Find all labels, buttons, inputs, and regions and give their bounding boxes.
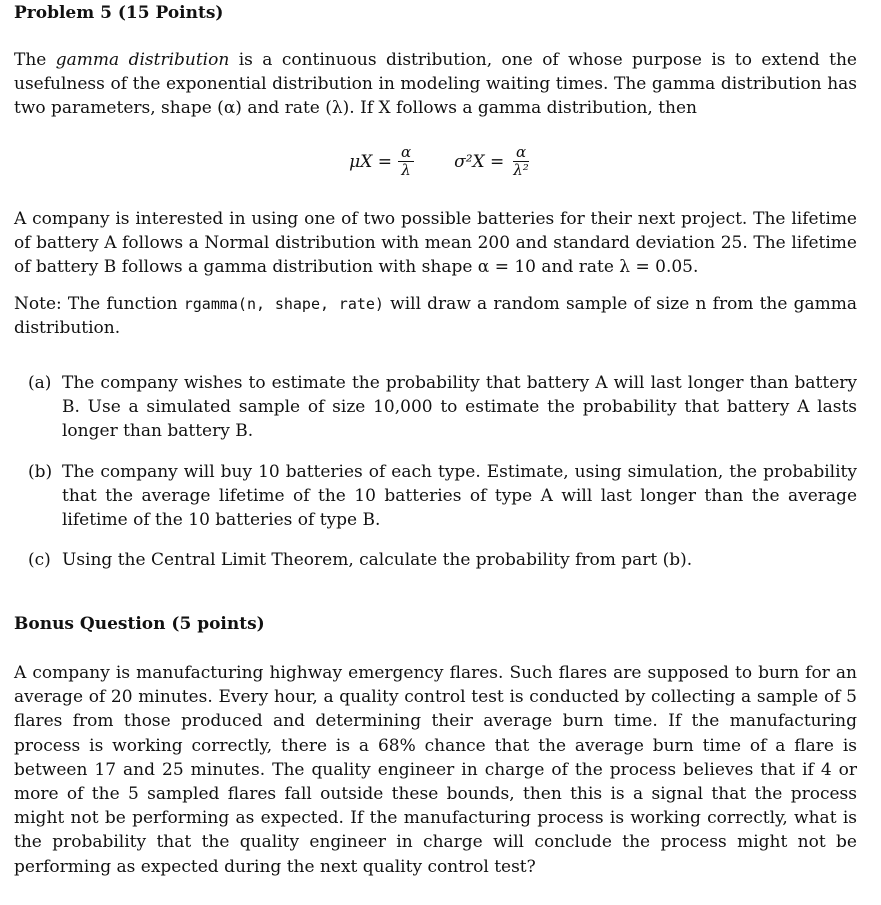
problem-heading: Problem 5 (15 Points) — [14, 3, 224, 23]
battery-paragraph: A company is interested in using one of two possible batteries for their next project. The lifetime of battery A follows a Normal distribution with mean 200 and standard deviation 25. The lifetime of battery B follows a gamma distribution with shape α = 10 and rate λ = 0.05. — [14, 209, 857, 278]
intro-paragraph — [14, 48, 857, 121]
problem-parts — [28, 371, 857, 588]
note-code: rgamma(n, shape, rate) — [183, 295, 384, 313]
mean-fraction — [398, 144, 414, 179]
variance-denominator: λ² — [513, 161, 529, 179]
part-text: Using the Central Limit Theorem, calculate the probability from part (b). — [62, 550, 693, 571]
part-c — [28, 548, 857, 572]
note-text-1: Note: The function — [14, 294, 184, 314]
mean-lhs: μX = — [349, 151, 392, 172]
part-b — [28, 460, 857, 533]
note-text-2: will draw a random sample of size n from the gamma distribution. — [14, 294, 857, 339]
part-label: (c) — [28, 550, 51, 571]
mean-denominator: λ — [401, 161, 411, 179]
gamma-formulas — [0, 144, 881, 179]
bonus-paragraph: A company is manufacturing highway emergency flares. Such flares are supposed to burn for an average of 20 minutes. Every hour, a quality control test is conducted by collecting a sample of 5 flares from those produced and determining their average burn time. If the manufacturing process is working correctly, there is a 68% chance that the average burn time of a flare is between 17 and 25 minutes. The quality engineer in charge of the process believes that if 4 or more of the 5 sampled flares fall outside these bounds, then this is a signal that the process might not be performing as expected. If the manufacturing process is working correctly, what is the probability that the quality engineer in charge will conclude the process might not be performing as expected during the next quality control test? — [14, 663, 857, 877]
part-text: The company will buy 10 batteries of each type. Estimate, using simulation, the probability that the average lifetime of the 10 batteries of type A will last longer than the average lifetime of the 10 batteries of type B. — [62, 461, 857, 531]
intro-text-2: is a continuous distribution, one of whose purpose is to extend the usefulness of the exponential distribution in modeling waiting times. The gamma distribution has two parameters, shape (α) and rate (λ). If X follows a gamma distribution, then — [14, 50, 857, 119]
variance-fraction — [510, 144, 532, 179]
variance-numerator: α — [513, 144, 529, 162]
part-text: The company wishes to estimate the probability that battery A will last longer than battery B. Use a simulated sample of size 10,000 to estimate the probability that battery A lasts longer than battery B. — [62, 373, 857, 442]
part-label: (a) — [28, 373, 52, 393]
mean-numerator: α — [398, 144, 414, 162]
variance-lhs: σ²X = — [454, 151, 505, 172]
bonus-heading: Bonus Question (5 points) — [14, 614, 265, 634]
note-paragraph — [14, 292, 857, 340]
part-a — [28, 371, 857, 444]
part-label: (b) — [28, 461, 53, 482]
mean-formula — [349, 144, 414, 179]
variance-formula — [454, 144, 532, 179]
intro-emphasis: gamma distribution — [55, 50, 230, 70]
intro-text-1: The — [14, 50, 56, 70]
